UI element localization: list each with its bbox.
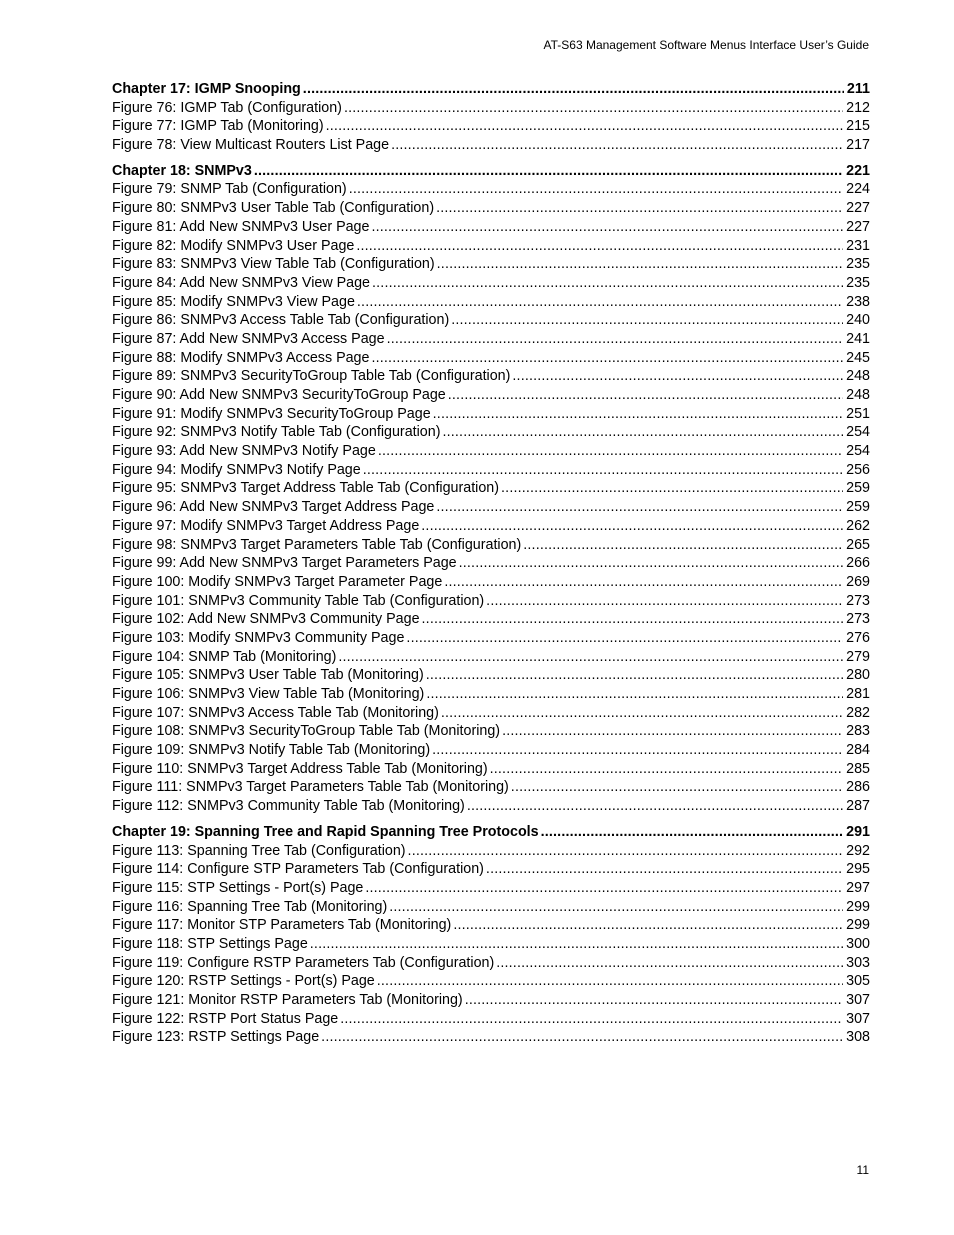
page-ref: 303 — [846, 954, 870, 971]
page-ref: 224 — [846, 181, 870, 198]
figure-entry — [112, 349, 870, 368]
page-ref: 211 — [846, 81, 870, 97]
figure-title: Figure 89: SNMPv3 SecurityToGroup Table Tab (Configuration) — [112, 368, 511, 385]
dot-leader — [363, 461, 843, 480]
dot-leader — [451, 311, 843, 330]
page-ref: 259 — [846, 499, 870, 516]
page-ref: 251 — [846, 405, 870, 422]
running-header: AT-S63 Management Software Menus Interface User’s Guide — [543, 38, 869, 52]
figure-title: Figure 104: SNMP Tab (Monitoring) — [112, 648, 337, 665]
figure-title: Figure 86: SNMPv3 Access Table Tab (Configuration) — [112, 312, 450, 329]
dot-leader — [426, 666, 843, 685]
page-ref: 279 — [846, 648, 870, 665]
figure-title: Figure 123: RSTP Settings Page — [112, 1029, 320, 1046]
chapter-section — [112, 80, 870, 155]
figure-title: Figure 108: SNMPv3 SecurityToGroup Table Tab (Monitoring) — [112, 723, 501, 740]
page-ref: 295 — [846, 861, 870, 878]
dot-leader — [444, 573, 843, 592]
figure-entry — [112, 180, 870, 199]
dot-leader — [326, 117, 844, 136]
figure-title: Figure 102: Add New SNMPv3 Community Page — [112, 611, 420, 628]
page-ref: 307 — [846, 992, 870, 1008]
dot-leader — [432, 741, 843, 760]
figure-title: Figure 77: IGMP Tab (Monitoring) — [112, 118, 324, 135]
page-ref: 297 — [846, 879, 870, 896]
dot-leader — [441, 704, 843, 723]
figure-entry — [112, 991, 870, 1010]
figure-entry — [112, 386, 870, 405]
dot-leader — [310, 935, 843, 954]
dot-leader — [344, 99, 843, 118]
dot-leader — [436, 199, 843, 218]
figure-title: Figure 112: SNMPv3 Community Table Tab (Monitoring) — [112, 798, 465, 815]
figure-entry — [112, 685, 870, 704]
chapter-section — [112, 823, 870, 1047]
dot-leader — [541, 823, 844, 842]
page-ref: 299 — [846, 898, 870, 915]
figure-entry — [112, 741, 870, 760]
dot-leader — [426, 685, 843, 704]
figure-entry — [112, 879, 870, 898]
page-ref: 291 — [846, 823, 870, 840]
figure-entry — [112, 722, 870, 741]
figure-entry — [112, 311, 870, 330]
figure-title: Figure 88: Modify SNMPv3 Access Page — [112, 349, 370, 366]
figure-entry — [112, 293, 870, 312]
figure-entry — [112, 1028, 870, 1047]
page-ref: 300 — [846, 935, 870, 952]
dot-leader — [421, 517, 843, 536]
figure-entry — [112, 536, 870, 555]
page-ref: 276 — [846, 629, 870, 646]
chapter-title: Chapter 19: Spanning Tree and Rapid Spanning Tree Protocols — [112, 823, 539, 840]
dot-leader — [467, 797, 843, 816]
figure-entry — [112, 648, 870, 667]
dot-leader — [433, 405, 843, 424]
figure-entry — [112, 629, 870, 648]
figure-entry — [112, 274, 870, 293]
page-ref: 215 — [846, 118, 870, 135]
page-ref: 299 — [846, 917, 870, 934]
figure-title: Figure 78: View Multicast Routers List Page — [112, 137, 390, 154]
page-ref: 281 — [846, 686, 870, 702]
figure-entry — [112, 479, 870, 498]
dot-leader — [486, 860, 843, 879]
dot-leader — [512, 367, 843, 386]
page-ref: 307 — [846, 1010, 870, 1027]
figure-entry — [112, 367, 870, 386]
page-ref: 285 — [846, 760, 870, 777]
page-ref: 305 — [846, 973, 870, 990]
figure-entry — [112, 442, 870, 461]
dot-leader — [303, 80, 844, 99]
figure-entry — [112, 666, 870, 685]
figure-entry — [112, 255, 870, 274]
figure-title: Figure 84: Add New SNMPv3 View Page — [112, 274, 371, 291]
dot-leader — [511, 778, 843, 797]
page-ref: 287 — [846, 798, 870, 815]
figure-entry — [112, 554, 870, 573]
figure-title: Figure 97: Modify SNMPv3 Target Address Page — [112, 517, 420, 534]
dot-leader — [321, 1028, 843, 1047]
dot-leader — [349, 180, 843, 199]
figure-title: Figure 92: SNMPv3 Notify Table Tab (Configuration) — [112, 424, 441, 441]
page-number: 11 — [856, 1163, 869, 1177]
figure-title: Figure 116: Spanning Tree Tab (Monitoring) — [112, 898, 388, 915]
figure-entry — [112, 423, 870, 442]
figure-entry — [112, 860, 870, 879]
dot-leader — [408, 842, 844, 861]
page-ref: 235 — [846, 256, 870, 273]
figure-title: Figure 110: SNMPv3 Target Address Table Tab (Monitoring) — [112, 760, 488, 777]
page-ref: 235 — [846, 274, 870, 291]
figure-entry — [112, 99, 870, 118]
page-ref: 245 — [846, 349, 870, 366]
figure-title: Figure 87: Add New SNMPv3 Access Page — [112, 330, 385, 347]
figure-title: Figure 103: Modify SNMPv3 Community Page — [112, 629, 405, 646]
dot-leader — [496, 954, 843, 973]
page-ref: 259 — [846, 480, 870, 497]
chapter-title: Chapter 18: SNMPv3 — [112, 162, 252, 179]
dot-leader — [372, 274, 843, 293]
dot-leader — [436, 498, 843, 517]
figure-title: Figure 122: RSTP Port Status Page — [112, 1010, 339, 1027]
figure-title: Figure 80: SNMPv3 User Table Tab (Configuration) — [112, 200, 435, 217]
figure-entry — [112, 954, 870, 973]
figure-entry — [112, 610, 870, 629]
dot-leader — [356, 237, 843, 256]
figure-title: Figure 90: Add New SNMPv3 SecurityToGroup Page — [112, 387, 446, 403]
figure-entry — [112, 1010, 870, 1029]
dot-leader — [340, 1010, 843, 1029]
figure-title: Figure 95: SNMPv3 Target Address Table Tab (Configuration) — [112, 480, 500, 497]
figure-title: Figure 113: Spanning Tree Tab (Configuration) — [112, 842, 406, 859]
figure-title: Figure 79: SNMP Tab (Configuration) — [112, 181, 347, 198]
page-ref: 227 — [846, 200, 870, 217]
figure-title: Figure 93: Add New SNMPv3 Notify Page — [112, 443, 376, 460]
figure-entry — [112, 898, 870, 917]
chapter-title: Chapter 17: IGMP Snooping — [112, 81, 301, 97]
figure-entry — [112, 199, 870, 218]
figure-title: Figure 111: SNMPv3 Target Parameters Table Tab (Monitoring) — [112, 779, 509, 796]
figure-entry — [112, 592, 870, 611]
page-ref: 231 — [846, 237, 870, 254]
dot-leader — [254, 162, 843, 181]
figure-entry — [112, 405, 870, 424]
page-ref: 241 — [846, 330, 870, 347]
page-ref: 248 — [846, 368, 870, 385]
dot-leader — [502, 722, 843, 741]
dot-leader — [406, 629, 843, 648]
figure-title: Figure 118: STP Settings Page — [112, 935, 308, 952]
dot-leader — [377, 972, 843, 991]
figure-title: Figure 106: SNMPv3 View Table Tab (Monitoring) — [112, 686, 425, 702]
page-ref: 308 — [846, 1029, 870, 1046]
figure-title: Figure 83: SNMPv3 View Table Tab (Configuration) — [112, 256, 435, 273]
dot-leader — [448, 386, 843, 405]
figure-title: Figure 119: Configure RSTP Parameters Tab (Configuration) — [112, 954, 495, 971]
figure-title: Figure 100: Modify SNMPv3 Target Parameter Page — [112, 573, 443, 590]
page-ref: 286 — [846, 779, 870, 796]
chapter-heading-entry — [112, 823, 870, 842]
figure-title: Figure 98: SNMPv3 Target Parameters Table Tab (Configuration) — [112, 536, 522, 553]
figure-entry — [112, 218, 870, 237]
figure-title: Figure 101: SNMPv3 Community Table Tab (Configuration) — [112, 592, 485, 609]
page-ref: 254 — [846, 443, 870, 460]
dot-leader — [371, 218, 843, 237]
dot-leader — [490, 760, 844, 779]
page-ref: 248 — [846, 387, 870, 403]
list-of-figures — [112, 80, 870, 1054]
dot-leader — [442, 423, 843, 442]
page-ref: 269 — [846, 573, 870, 590]
figure-entry — [112, 573, 870, 592]
dot-leader — [422, 610, 844, 629]
page-ref: 227 — [846, 218, 870, 235]
figure-title: Figure 76: IGMP Tab (Configuration) — [112, 99, 342, 116]
figure-entry — [112, 461, 870, 480]
page-ref: 292 — [846, 842, 870, 859]
dot-leader — [437, 255, 843, 274]
dot-leader — [523, 536, 843, 555]
figure-entry — [112, 136, 870, 155]
page-ref: 256 — [846, 461, 870, 478]
figure-title: Figure 82: Modify SNMPv3 User Page — [112, 237, 355, 254]
dot-leader — [387, 330, 844, 349]
figure-entry — [112, 778, 870, 797]
figure-entry — [112, 498, 870, 517]
dot-leader — [391, 136, 843, 155]
page-ref: 254 — [846, 424, 870, 441]
page-ref: 282 — [846, 704, 870, 721]
page-ref: 265 — [846, 536, 870, 553]
page-ref: 221 — [846, 162, 870, 179]
figure-entry — [112, 916, 870, 935]
figure-entry — [112, 237, 870, 256]
page-ref: 240 — [846, 312, 870, 329]
dot-leader — [389, 898, 843, 917]
figure-title: Figure 121: Monitor RSTP Parameters Tab (Monitoring) — [112, 992, 463, 1008]
figure-entry — [112, 935, 870, 954]
page-ref: 273 — [846, 611, 870, 628]
figure-title: Figure 99: Add New SNMPv3 Target Parameters Page — [112, 555, 457, 572]
dot-leader — [378, 442, 843, 461]
figure-title: Figure 120: RSTP Settings - Port(s) Page — [112, 973, 375, 990]
figure-title: Figure 94: Modify SNMPv3 Notify Page — [112, 461, 361, 478]
dot-leader — [501, 479, 843, 498]
figure-entry — [112, 760, 870, 779]
figure-title: Figure 117: Monitor STP Parameters Tab (Monitoring) — [112, 917, 452, 934]
figure-title: Figure 114: Configure STP Parameters Tab (Configuration) — [112, 861, 484, 878]
chapter-section — [112, 162, 870, 816]
figure-entry — [112, 972, 870, 991]
page-ref: 262 — [846, 517, 870, 534]
page-ref: 266 — [846, 555, 870, 572]
chapter-heading-entry — [112, 162, 870, 181]
figure-entry — [112, 330, 870, 349]
page-ref: 238 — [846, 293, 870, 310]
dot-leader — [371, 349, 843, 368]
figure-title: Figure 115: STP Settings - Port(s) Page — [112, 879, 364, 896]
figure-title: Figure 105: SNMPv3 User Table Tab (Monitoring) — [112, 667, 424, 684]
page-ref: 280 — [846, 667, 870, 684]
figure-entry — [112, 117, 870, 136]
figure-entry — [112, 517, 870, 536]
dot-leader — [486, 592, 843, 611]
page-ref: 283 — [846, 723, 870, 740]
dot-leader — [459, 554, 844, 573]
figure-title: Figure 96: Add New SNMPv3 Target Address Page — [112, 499, 435, 516]
dot-leader — [453, 916, 843, 935]
figure-entry — [112, 704, 870, 723]
figure-title: Figure 81: Add New SNMPv3 User Page — [112, 218, 370, 235]
dot-leader — [465, 991, 843, 1010]
page-ref: 217 — [846, 137, 870, 154]
page-ref: 212 — [846, 99, 870, 116]
figure-entry — [112, 842, 870, 861]
figure-title: Figure 109: SNMPv3 Notify Table Tab (Monitoring) — [112, 742, 431, 759]
figure-title: Figure 91: Modify SNMPv3 SecurityToGroup Page — [112, 405, 431, 422]
figure-title: Figure 85: Modify SNMPv3 View Page — [112, 293, 355, 310]
figure-title: Figure 107: SNMPv3 Access Table Tab (Monitoring) — [112, 704, 439, 721]
page-ref: 273 — [846, 592, 870, 609]
figure-entry — [112, 797, 870, 816]
dot-leader — [365, 879, 843, 898]
dot-leader — [338, 648, 843, 667]
dot-leader — [357, 293, 843, 312]
page-ref: 284 — [846, 742, 870, 759]
chapter-heading-entry — [112, 80, 870, 99]
